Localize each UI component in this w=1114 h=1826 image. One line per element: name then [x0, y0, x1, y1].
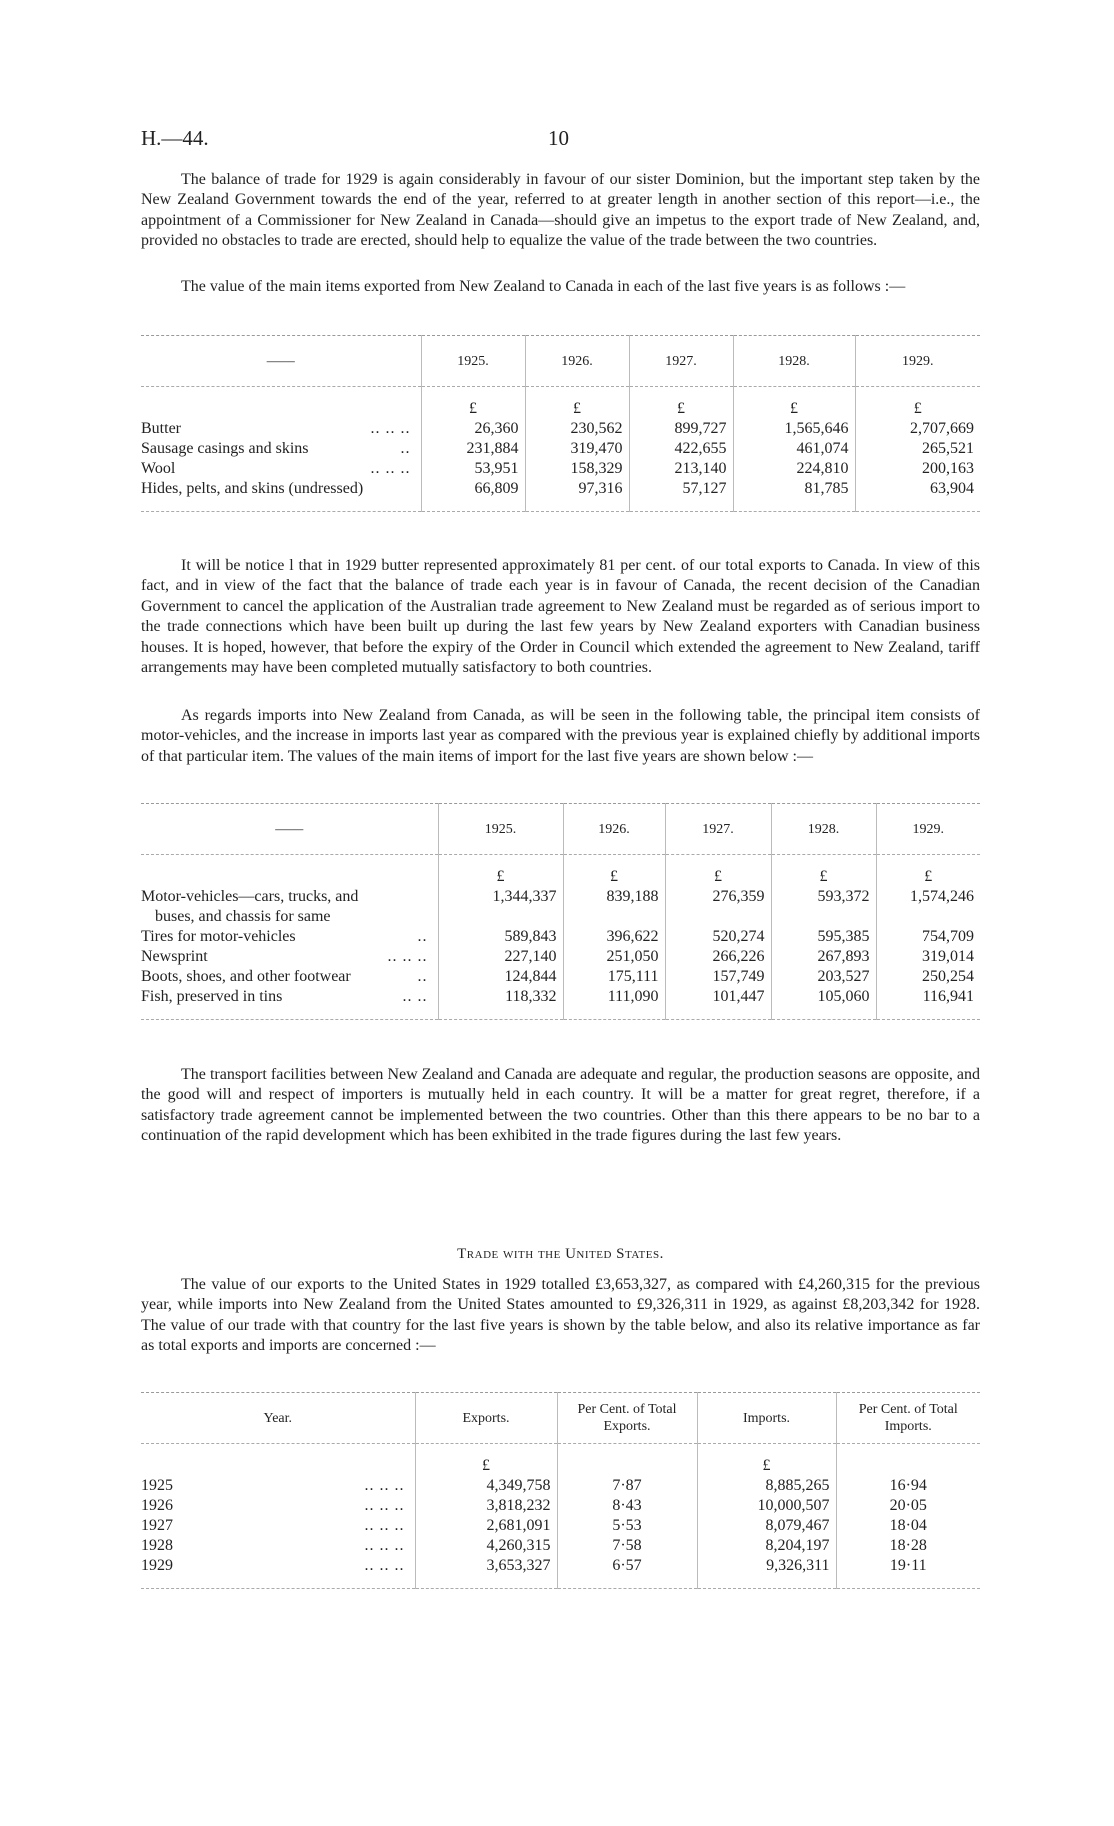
table-row [141, 1496, 980, 1516]
row-label: 1927 [141, 1517, 173, 1534]
currency-unit: £ [733, 399, 855, 419]
cell-value: 520,274 [665, 927, 771, 947]
leader-dots: .. .. .. [364, 1497, 405, 1514]
cell-value: 20·05 [836, 1496, 980, 1516]
cell-value: 4,349,758 [415, 1476, 557, 1496]
leader-dots: .. .. [402, 988, 428, 1005]
column-header: 1928. [771, 804, 876, 855]
cell-value: 116,941 [876, 987, 980, 1007]
cell-value: 26,360 [421, 419, 525, 439]
cell-value: 157,749 [665, 967, 771, 987]
imports-table [141, 803, 980, 1020]
cell-value: 53,951 [421, 459, 525, 479]
table-row [141, 1516, 980, 1536]
table-row [141, 459, 980, 479]
cell-value: 319,014 [876, 947, 980, 967]
cell-value: 158,329 [525, 459, 629, 479]
cell-value: 839,188 [563, 887, 665, 927]
table-row [141, 967, 980, 987]
row-label: 1928 [141, 1537, 173, 1554]
leader-dots [428, 887, 432, 907]
table-row [141, 419, 980, 439]
cell-value: 200,163 [855, 459, 980, 479]
table-row [141, 439, 980, 459]
leader-dots: .. .. .. [364, 1477, 405, 1494]
column-header: 1926. [525, 336, 629, 387]
column-header: Per Cent. of Total Exports. [557, 1393, 697, 1444]
cell-value: 18·04 [836, 1516, 980, 1536]
table-row [141, 1476, 980, 1496]
row-label: Boots, shoes, and other footwear [141, 968, 351, 985]
cell-value: 250,254 [876, 967, 980, 987]
cell-value: 16·94 [836, 1476, 980, 1496]
cell-value: 57,127 [629, 479, 733, 499]
cell-value: 9,326,311 [697, 1556, 836, 1576]
us-trade-table [141, 1392, 980, 1589]
cell-value: 266,226 [665, 947, 771, 967]
cell-value: 3,653,327 [415, 1556, 557, 1576]
cell-value: 227,140 [438, 947, 563, 967]
column-header: Exports. [415, 1393, 557, 1444]
cell-value: 7·87 [557, 1476, 697, 1496]
cell-value: 7·58 [557, 1536, 697, 1556]
cell-value: 230,562 [525, 419, 629, 439]
cell-value: 231,884 [421, 439, 525, 459]
row-label: 1925 [141, 1477, 173, 1494]
cell-value: 66,809 [421, 479, 525, 499]
currency-unit: £ [563, 867, 665, 887]
cell-value: 6·57 [557, 1556, 697, 1576]
cell-value: 203,527 [771, 967, 876, 987]
page-number: 10 [548, 126, 569, 150]
column-header: 1925. [438, 804, 563, 855]
table-row [141, 947, 980, 967]
currency-unit: £ [629, 399, 733, 419]
column-header: 1925. [421, 336, 525, 387]
cell-value: 105,060 [771, 987, 876, 1007]
exports-table [141, 335, 980, 512]
cell-value: 422,655 [629, 439, 733, 459]
cell-value: 595,385 [771, 927, 876, 947]
cell-value: 267,893 [771, 947, 876, 967]
paragraph-transport: The transport facilities between New Zealand and Canada are adequate and regular, the production seasons are opposite, and the good will and respect of importers is mutually held in each country. It will be a matter for great regret, therefore, if a satisfactory trade agreement cannot be implemented between the two countries. Other than this there appears to be no bar to a continuation of the rapid development which has been exhibited in the trade figures during the last few years. [141, 1066, 980, 1145]
currency-unit: £ [415, 1456, 557, 1476]
cell-value: 899,727 [629, 419, 733, 439]
cell-value: 3,818,232 [415, 1496, 557, 1516]
leader-dots: .. [400, 440, 411, 457]
column-header: 1929. [855, 336, 980, 387]
cell-value: 2,707,669 [855, 419, 980, 439]
row-label-continued: buses, and chassis for same [155, 908, 331, 925]
row-label: Motor-vehicles—cars, trucks, and [141, 888, 359, 905]
cell-value: 175,111 [563, 967, 665, 987]
cell-value: 2,681,091 [415, 1516, 557, 1536]
cell-value: 111,090 [563, 987, 665, 1007]
currency-unit: £ [421, 399, 525, 419]
table-row [141, 479, 980, 499]
cell-value: 213,140 [629, 459, 733, 479]
cell-value: 593,372 [771, 887, 876, 927]
cell-value: 124,844 [438, 967, 563, 987]
row-label: 1929 [141, 1557, 173, 1574]
cell-value: 461,074 [733, 439, 855, 459]
currency-unit: £ [876, 867, 980, 887]
row-label: 1926 [141, 1497, 173, 1514]
section-heading: Trade with the United States. [457, 1246, 664, 1262]
currency-unit: £ [771, 867, 876, 887]
document-reference: H.—44. [141, 126, 209, 150]
currency-unit [141, 399, 421, 419]
leader-dots: .. .. .. [387, 948, 428, 965]
cell-value: 4,260,315 [415, 1536, 557, 1556]
table-row [141, 987, 980, 1007]
table-row [141, 1556, 980, 1576]
cell-value: 5·53 [557, 1516, 697, 1536]
cell-value: 319,470 [525, 439, 629, 459]
column-header: —— [141, 804, 438, 855]
row-label: Wool [141, 460, 176, 477]
column-header: 1927. [665, 804, 771, 855]
cell-value: 8,885,265 [697, 1476, 836, 1496]
leader-dots: .. [417, 928, 428, 945]
row-label: Hides, pelts, and skins (undressed) [141, 480, 364, 497]
table-row [141, 887, 980, 927]
row-label: Sausage casings and skins [141, 440, 309, 457]
currency-unit [836, 1456, 980, 1476]
paragraph-us-trade: The value of our exports to the United States in 1929 totalled £3,653,327, as compared with £4,260,315 for the previous year, while imports into New Zealand from the United States amounted to £9,326,311 in 1929, as against £8,203,342 for 1928. The value of our trade with that country for the last five years is shown by the table below, and also its relative importance as far as total exports and imports are concerned :— [141, 1276, 980, 1355]
currency-unit: £ [855, 399, 980, 419]
row-label: Newsprint [141, 948, 208, 965]
column-header: 1926. [563, 804, 665, 855]
cell-value: 1,344,337 [438, 887, 563, 927]
cell-value: 97,316 [525, 479, 629, 499]
row-label: Fish, preserved in tins [141, 988, 283, 1005]
paragraph-butter-notice: It will be notice l that in 1929 butter represented approximately 81 per cent. of our total exports to Canada. In view of this fact, and in view of the fact that the balance of trade each year is in favour of Canada, the recent decision of the Canadian Government to cancel the application of the Australian trade agreement to New Zealand must be regarded as of serious import to the trade connections which have been built up during the last few years by New Zealand exporters with Canadian business houses. It is hoped, however, that before the expiry of the Order in Council which extended the agreement to New Zealand, tariff arrangements may have been completed mutually satisfactory to both countries. [141, 557, 980, 677]
currency-unit: £ [525, 399, 629, 419]
cell-value: 396,622 [563, 927, 665, 947]
cell-value: 754,709 [876, 927, 980, 947]
paragraph-exports-intro: The value of the main items exported from New Zealand to Canada in each of the last five years is as follows :— [181, 278, 906, 295]
cell-value: 1,565,646 [733, 419, 855, 439]
cell-value: 589,843 [438, 927, 563, 947]
column-header: 1928. [733, 336, 855, 387]
paragraph-imports-intro: As regards imports into New Zealand from Canada, as will be seen in the following table, the principal item consists of motor-vehicles, and the increase in imports last year as compared with the previous year is explained chiefly by additional imports of that particular item. The values of the main items of import for the last five years are shown below :— [141, 707, 980, 765]
cell-value: 8·43 [557, 1496, 697, 1516]
cell-value: 63,904 [855, 479, 980, 499]
currency-unit [141, 1456, 415, 1476]
column-header: Imports. [697, 1393, 836, 1444]
currency-unit: £ [438, 867, 563, 887]
cell-value: 8,079,467 [697, 1516, 836, 1536]
row-label: Tires for motor-vehicles [141, 928, 296, 945]
leader-dots: .. [417, 968, 428, 985]
cell-value: 265,521 [855, 439, 980, 459]
cell-value: 8,204,197 [697, 1536, 836, 1556]
table-row [141, 927, 980, 947]
cell-value: 276,359 [665, 887, 771, 927]
leader-dots [411, 479, 415, 499]
row-label: Butter [141, 420, 181, 437]
paragraph-balance-of-trade: The balance of trade for 1929 is again considerably in favour of our sister Dominion, but the important step taken by the New Zealand Government towards the end of the year, referred to at greater length in another section of this report—i.e., the appointment of a Commissioner for New Zealand in Canada—should give an impetus to the export trade of New Zealand, and, provided no obstacles to trade are erected, should help to equalize the value of the trade between the two countries. [141, 171, 980, 250]
cell-value: 101,447 [665, 987, 771, 1007]
column-header: —— [141, 336, 421, 387]
cell-value: 224,810 [733, 459, 855, 479]
cell-value: 18·28 [836, 1536, 980, 1556]
column-header: Per Cent. of Total Imports. [836, 1393, 980, 1444]
cell-value: 118,332 [438, 987, 563, 1007]
currency-unit: £ [665, 867, 771, 887]
table-row [141, 1536, 980, 1556]
currency-unit [141, 867, 438, 887]
currency-unit: £ [697, 1456, 836, 1476]
column-header: 1927. [629, 336, 733, 387]
column-header: 1929. [876, 804, 980, 855]
cell-value: 81,785 [733, 479, 855, 499]
currency-unit [557, 1456, 697, 1476]
cell-value: 251,050 [563, 947, 665, 967]
leader-dots: .. .. .. [364, 1557, 405, 1574]
leader-dots: .. .. .. [370, 460, 411, 477]
leader-dots: .. .. .. [370, 420, 411, 437]
cell-value: 1,574,246 [876, 887, 980, 927]
cell-value: 10,000,507 [697, 1496, 836, 1516]
leader-dots: .. .. .. [364, 1537, 405, 1554]
leader-dots: .. .. .. [364, 1517, 405, 1534]
cell-value: 19·11 [836, 1556, 980, 1576]
column-header: Year. [141, 1393, 415, 1444]
